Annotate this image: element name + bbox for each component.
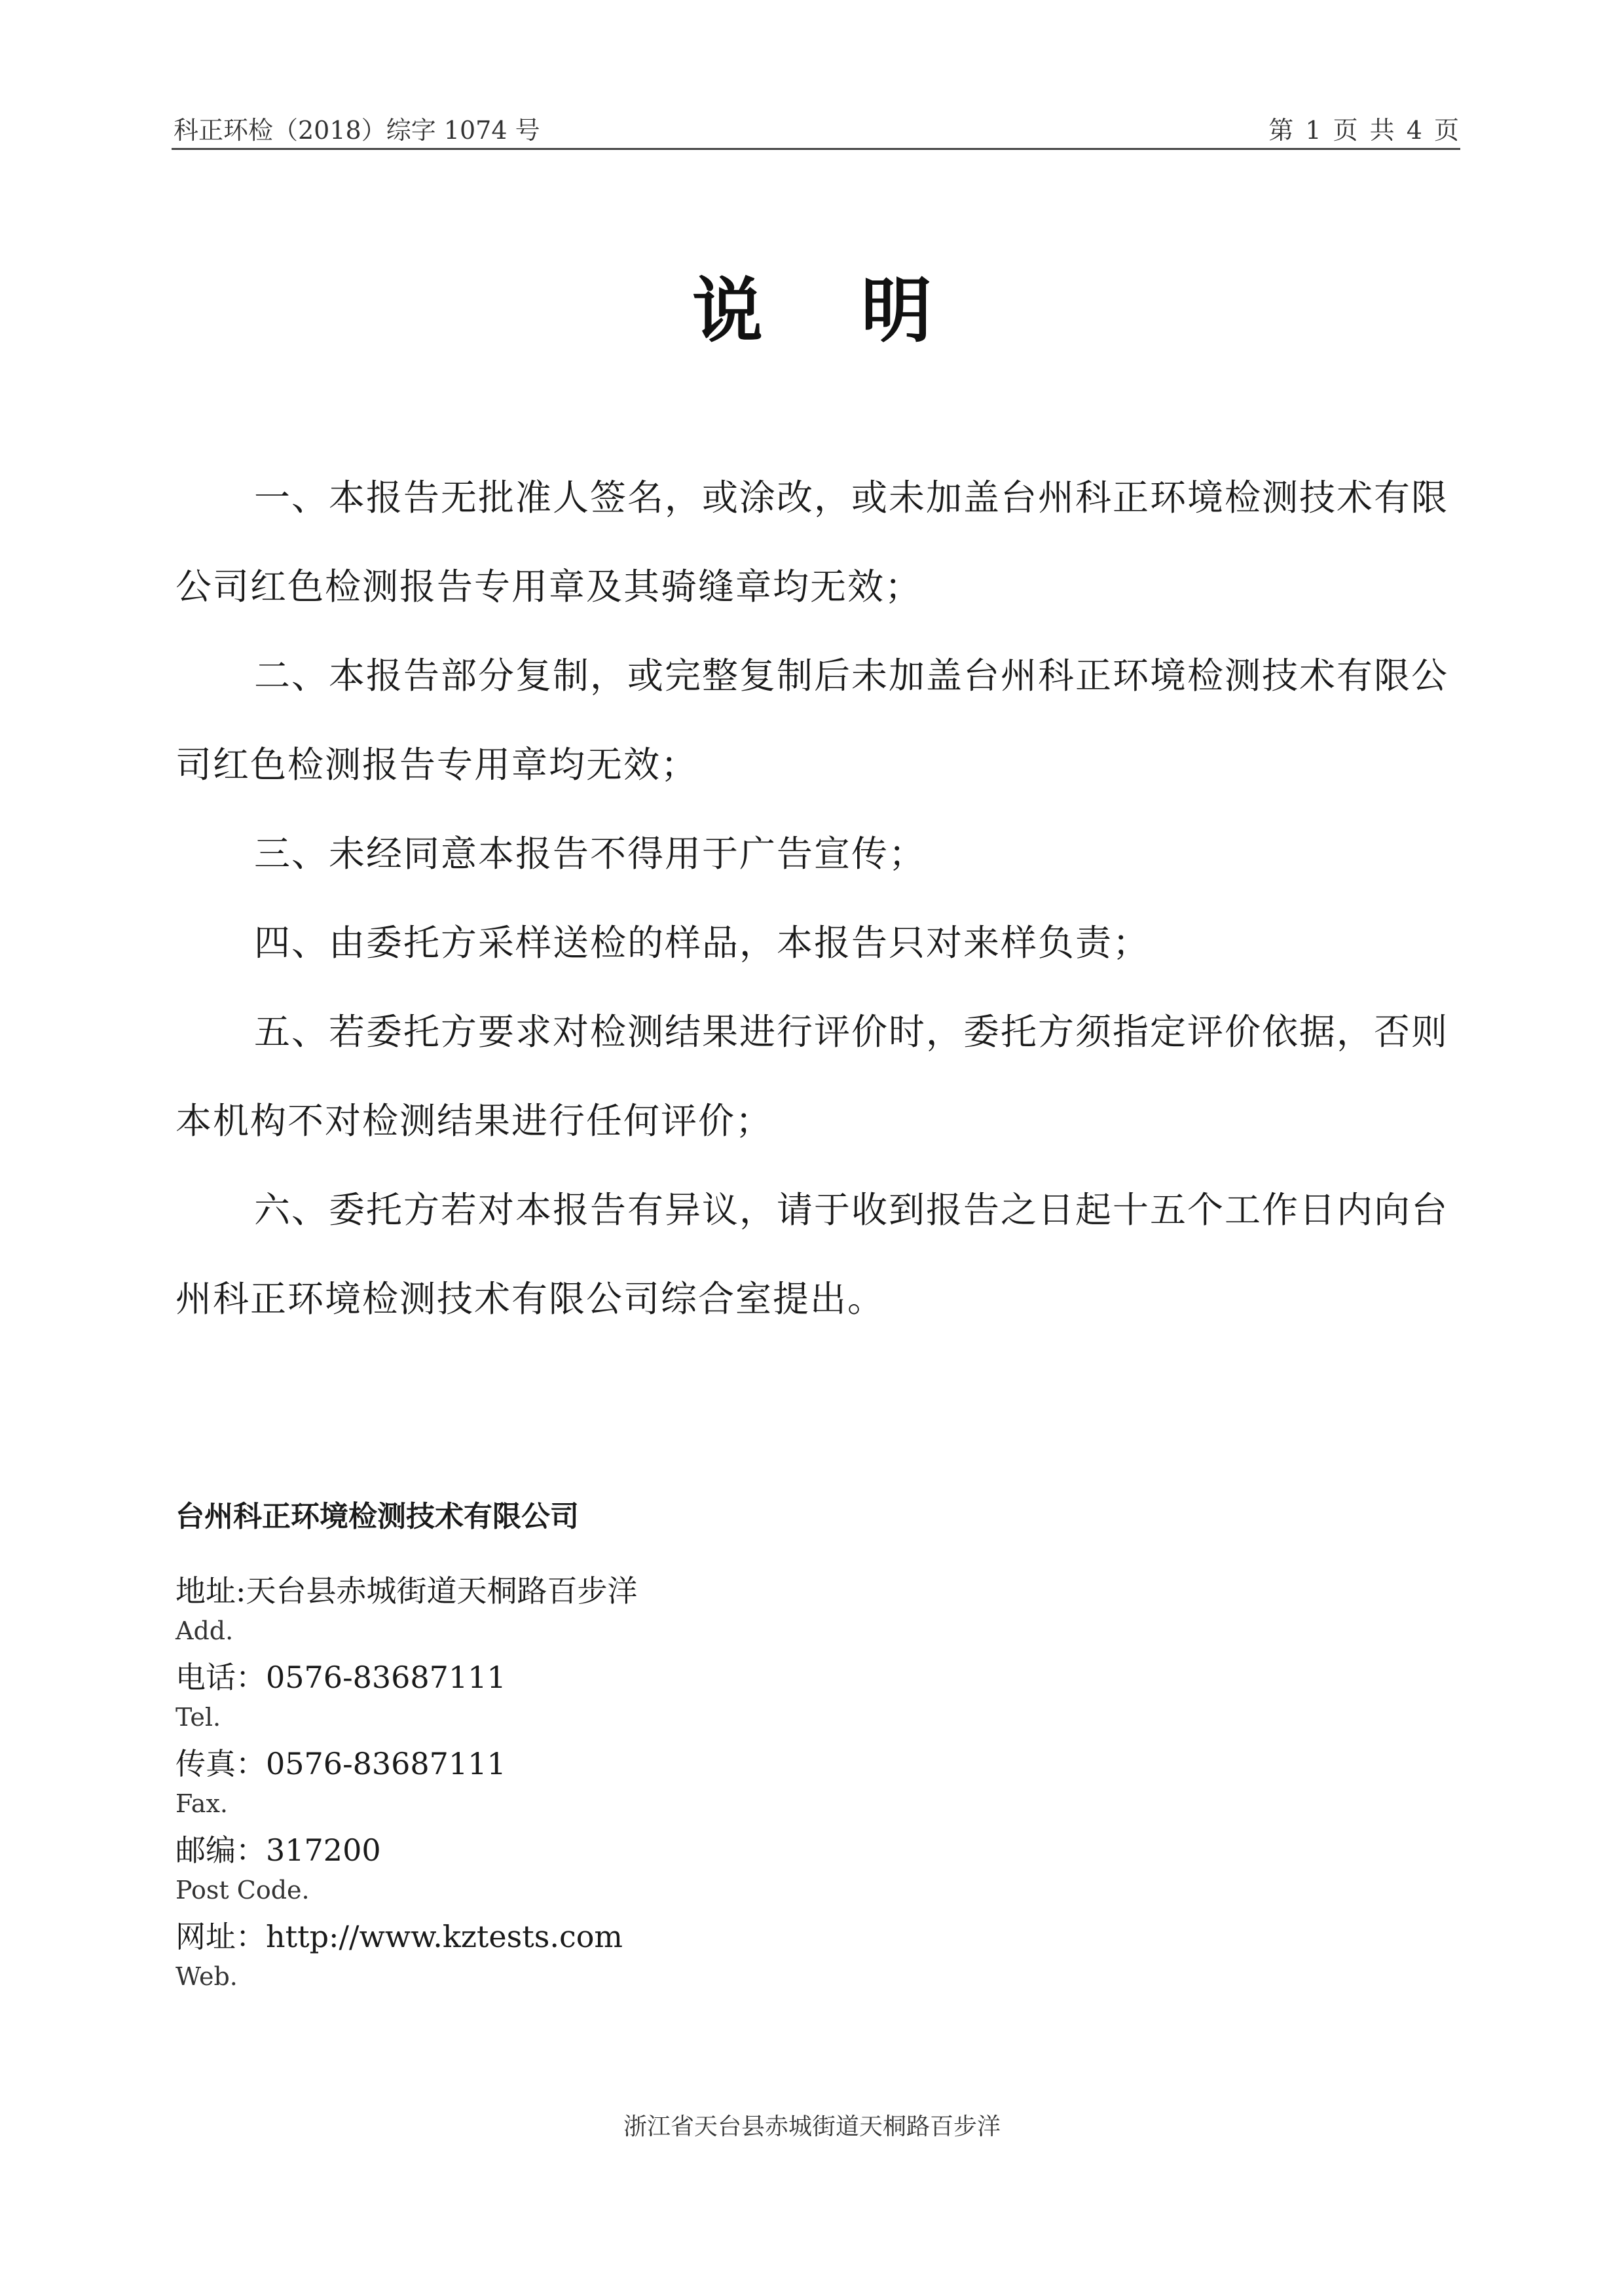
phone-label: 电话： xyxy=(175,1660,266,1695)
note-item-3: 三、未经同意本报告不得用于广告宣传； xyxy=(254,833,927,875)
address-value: 天台县赤城街道天桐路百步洋 xyxy=(246,1573,638,1609)
note-item-2: 二、本报告部分复制，或完整复制后未加盖台州科正环境检测技术有限公司红色检测报告专用章均无效； xyxy=(175,655,1449,786)
web-url: http://www.kztests.com xyxy=(266,1919,623,1954)
header-divider xyxy=(172,148,1460,150)
fax-value: 0576-83687111 xyxy=(266,1746,506,1781)
page-info: 第 1 页 共 4 页 xyxy=(1268,116,1459,145)
postcode-label: 邮编： xyxy=(175,1832,266,1868)
phone-label-en: Tel. xyxy=(175,1703,221,1732)
address-label-en: Add. xyxy=(175,1616,234,1645)
address-block xyxy=(175,1570,1158,1656)
note-item-1: 一、本报告无批准人签名，或涂改，或未加盖台州科正环境检测技术有限公司红色检测报告专用章及其骑缝章均无效； xyxy=(175,477,1449,608)
web-label-en: Web. xyxy=(175,1962,238,1991)
footer-address: 浙江省天台县赤城街道天桐路百步洋 xyxy=(623,2113,1001,2140)
postcode-block xyxy=(175,1829,1158,1916)
postcode-label-en: Post Code. xyxy=(175,1876,310,1904)
note-item-5: 五、若委托方要求对检测结果进行评价时，委托方须指定评价依据，否则本机构不对检测结果进行任何评价； xyxy=(175,1011,1449,1142)
company-name: 台州科正环境检测技术有限公司 xyxy=(175,1500,579,1533)
phone-value: 0576-83687111 xyxy=(266,1660,506,1695)
fax-block xyxy=(175,1743,1158,1829)
note-item-4: 四、由委托方采样送检的样品，本报告只对来样负责； xyxy=(254,922,1151,964)
fax-label-en: Fax. xyxy=(175,1789,228,1818)
web-block xyxy=(175,1916,1158,2002)
phone-block xyxy=(175,1656,1158,1743)
contact-info xyxy=(175,1570,1158,2002)
page-title: 说明 xyxy=(692,270,1030,352)
postcode-value: 317200 xyxy=(266,1832,381,1868)
web-label: 网址： xyxy=(175,1919,266,1954)
fax-label: 传真： xyxy=(175,1746,266,1781)
note-item-6: 六、委托方若对本报告有异议，请于收到报告之日起十五个工作日内向台州科正环境检测技术有限公司综合室提出。 xyxy=(175,1189,1449,1320)
notes-list xyxy=(175,453,1459,1343)
address-label: 地址: xyxy=(175,1573,246,1609)
report-number: 科正环检（2018）综字 1074 号 xyxy=(174,116,540,145)
